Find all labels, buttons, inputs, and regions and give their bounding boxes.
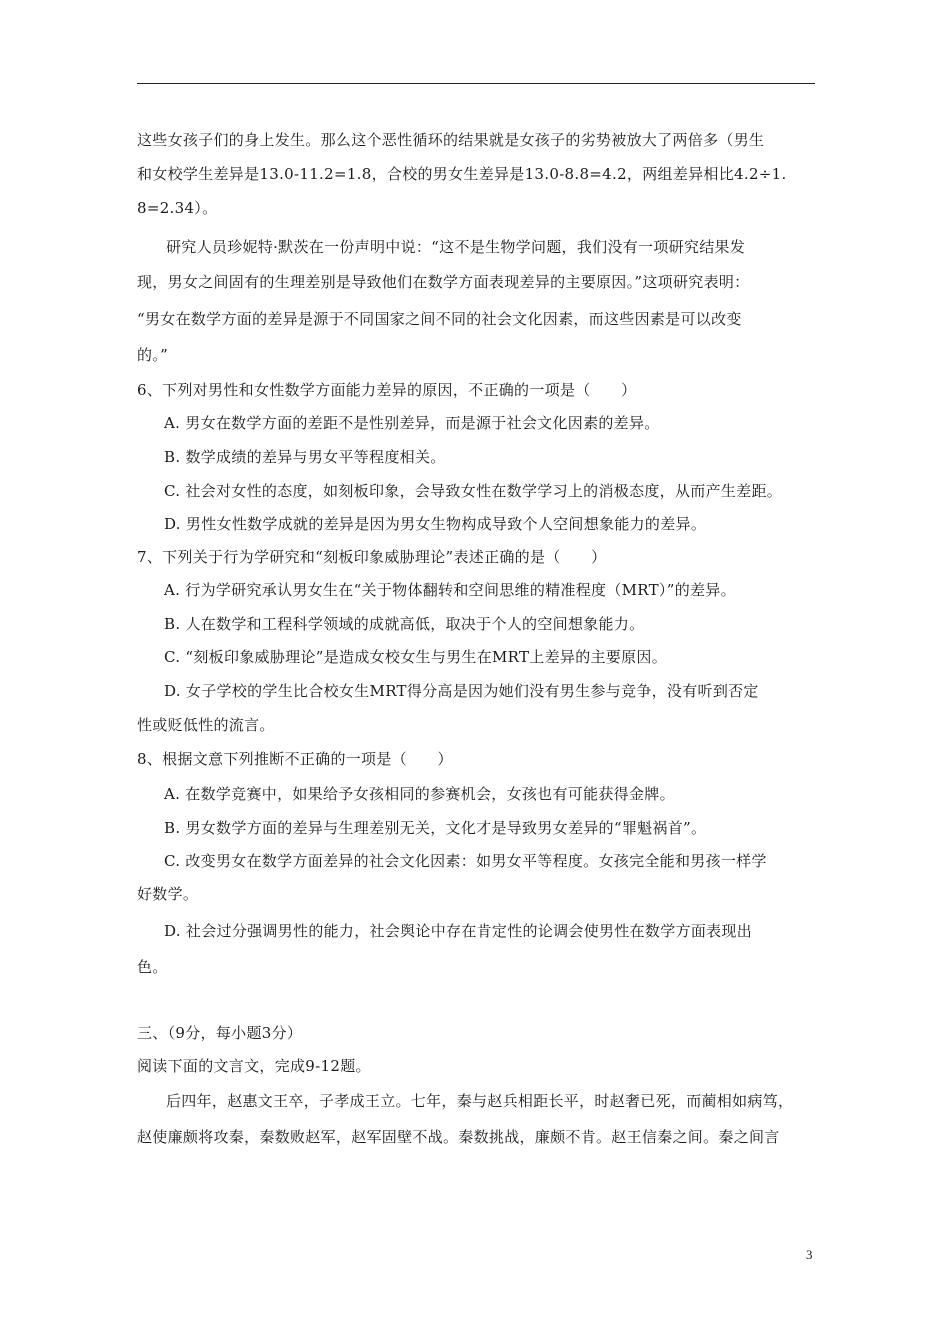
option-6b: B. 数学成绩的差异与男女平等程度相关。: [164, 448, 446, 466]
option-6d: D. 男性女性数学成就的差异是因为男女生物构成导致个人空间想象能力的差异。: [164, 515, 707, 533]
text-line: 8=2.34）。: [137, 199, 218, 217]
question-8: 8、根据文意下列推断不正确的一项是（ ）: [137, 750, 453, 768]
text-line: 现，男女之间固有的生理差别是导致他们在数学方面表现差异的主要原因。”这项研究表明：: [137, 273, 750, 291]
option-7a: A. 行为学研究承认男女生在“关于物体翻转和空间思维的精准程度（MRT）”的差异。: [164, 581, 736, 599]
text-line: 研究人员珍妮特·默茨在一份声明中说：“这不是生物学问题，我们没有一项研究结果发: [166, 238, 746, 256]
question-6: 6、下列对男性和女性数学方面能力差异的原因，不正确的一项是（ ）: [137, 381, 637, 399]
option-6a: A. 男女在数学方面的差距不是性别差异，而是源于社会文化因素的差异。: [164, 414, 660, 432]
option-7b: B. 人在数学和工程科学领域的成就高低，取决于个人的空间想象能力。: [164, 615, 645, 633]
question-7: 7、下列关于行为学研究和“刻板印象威胁理论”表述正确的是（ ）: [137, 548, 607, 566]
option-7c: C. “刻板印象威胁理论”是造成女校女生与男生在MRT上差异的主要原因。: [164, 648, 668, 666]
text-line: 这些女孩子们的身上发生。那么这个恶性循环的结果就是女孩子的劣势被放大了两倍多（男生: [137, 131, 765, 149]
option-8c: C. 改变男女在数学方面差异的社会文化因素：如男女平等程度。女孩完全能和男孩一样学: [164, 852, 767, 870]
option-7d: D. 女子学校的学生比合校女生MRT得分高是因为她们没有男生参与竞争，没有听到否定: [164, 682, 759, 700]
text-line: 色。: [137, 958, 168, 976]
page-number: 3: [806, 1247, 813, 1262]
option-8d: D. 社会过分强调男性的能力，社会舆论中存在肯定性的论调会使男性在数学方面表现出: [164, 922, 753, 940]
option-6c: C. 社会对女性的态度，如刻板印象，会导致女性在数学学习上的消极态度，从而产生差距。: [164, 482, 783, 500]
text-line: “男女在数学方面的差异是源于不同国家之间不同的社会文化因素，而这些因素是可以改变: [137, 310, 742, 328]
text-line: 和女校学生差异是13.0-11.2=1.8，合校的男女生差异是13.0-8.8=4.2，两组差异相比4.2÷1.: [137, 165, 787, 183]
text-line: 后四年，赵惠文王卒，子孝成王立。七年，秦与赵兵相距长平，时赵奢已死，而蔺相如病笃，: [166, 1092, 794, 1110]
text-line: 好数学。: [137, 885, 199, 903]
instruction: 阅读下面的文言文，完成9-12题。: [137, 1057, 371, 1075]
text-line: 性或贬低性的流言。: [137, 716, 275, 734]
text-line: 赵使廉颇将攻秦，秦数败赵军，赵军固壁不战。秦数挑战，廉颇不肯。赵王信秦之间。秦之间言: [137, 1128, 780, 1146]
section-heading: 三、（9分，每小题3分）: [137, 1024, 303, 1042]
option-8b: B. 男女数学方面的差异与生理差别无关，文化才是导致男女差异的“罪魁祸首”。: [164, 819, 707, 837]
text-line: 的。”: [137, 346, 169, 364]
header-rule: [137, 83, 815, 84]
option-8a: A. 在数学竞赛中，如果给予女孩相同的参赛机会，女孩也有可能获得金牌。: [164, 785, 675, 803]
